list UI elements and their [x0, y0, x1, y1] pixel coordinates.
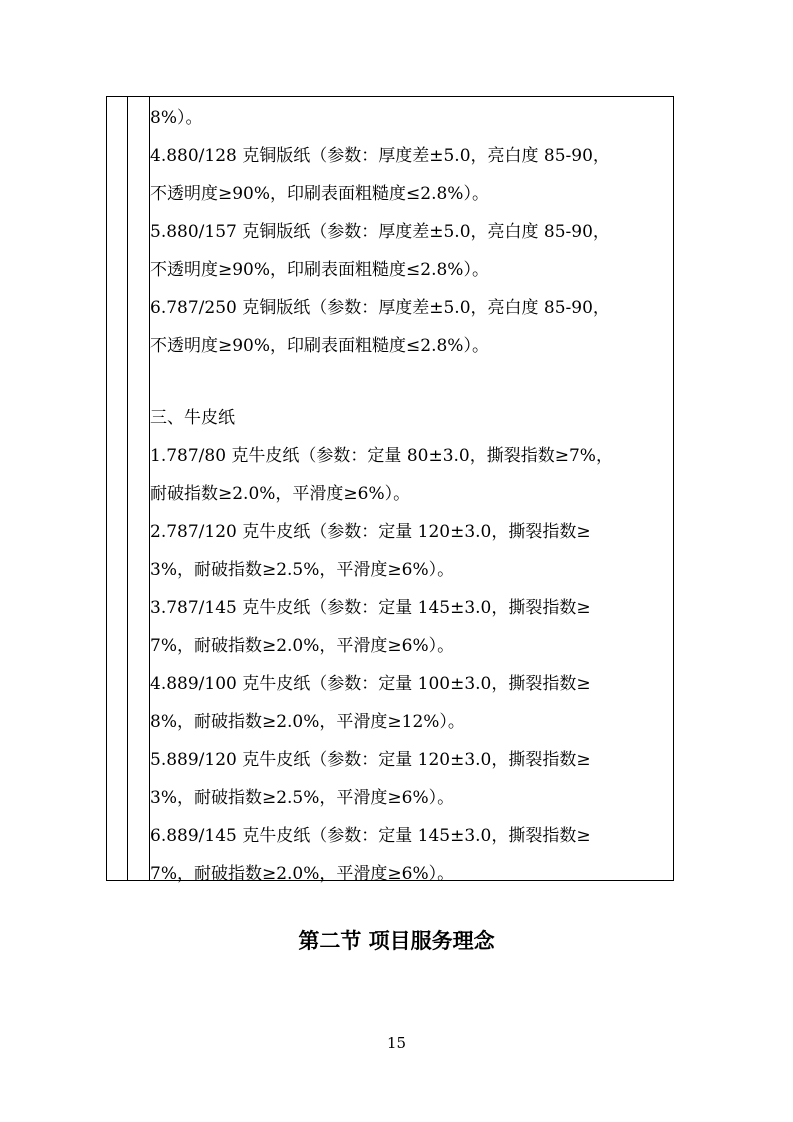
table-line: 2.787/120 克牛皮纸（参数：定量 120±3.0，撕裂指数≥ — [150, 522, 591, 542]
table-content-cell — [150, 97, 671, 884]
spec-table — [106, 96, 674, 884]
table-line: 5.889/120 克牛皮纸（参数：定量 120±3.0，撕裂指数≥ — [150, 750, 591, 770]
table-line: 1.787/80 克牛皮纸（参数：定量 80±3.0，撕裂指数≥7%， — [150, 446, 613, 466]
table-line: 8%）。 — [150, 108, 203, 128]
table-line: 5.880/157 克铜版纸（参数：厚度差±5.0，亮白度 85-90， — [150, 222, 610, 242]
table-line: 7%，耐破指数≥2.0%，平滑度≥6%）。 — [150, 864, 455, 884]
table-column-divider — [127, 97, 128, 880]
page-number: 15 — [386, 1034, 407, 1052]
table-line: 4.880/128 克铜版纸（参数：厚度差±5.0，亮白度 85-90， — [150, 146, 610, 166]
table-line: 8%，耐破指数≥2.0%，平滑度≥12%）。 — [150, 712, 465, 732]
table-line: 耐破指数≥2.0%，平滑度≥6%）。 — [150, 484, 411, 504]
table-line: 3%，耐破指数≥2.5%，平滑度≥6%）。 — [150, 560, 455, 580]
table-line: 不透明度≥90%，印刷表面粗糙度≤2.8%）。 — [150, 336, 489, 356]
table-line: 3%，耐破指数≥2.5%，平滑度≥6%）。 — [150, 788, 455, 808]
table-line: 不透明度≥90%，印刷表面粗糙度≤2.8%）。 — [150, 260, 489, 280]
table-subheading: 三、牛皮纸 — [150, 408, 235, 428]
table-line: 6.889/145 克牛皮纸（参数：定量 145±3.0，撕裂指数≥ — [150, 826, 591, 846]
section-heading: 第二节 项目服务理念 — [298, 929, 495, 953]
table-line: 7%，耐破指数≥2.0%，平滑度≥6%）。 — [150, 636, 455, 656]
table-line: 6.787/250 克铜版纸（参数：厚度差±5.0，亮白度 85-90， — [150, 298, 610, 318]
table-line: 不透明度≥90%，印刷表面粗糙度≤2.8%）。 — [150, 184, 489, 204]
table-line: 4.889/100 克牛皮纸（参数：定量 100±3.0，撕裂指数≥ — [150, 674, 591, 694]
table-line: 3.787/145 克牛皮纸（参数：定量 145±3.0，撕裂指数≥ — [150, 598, 591, 618]
